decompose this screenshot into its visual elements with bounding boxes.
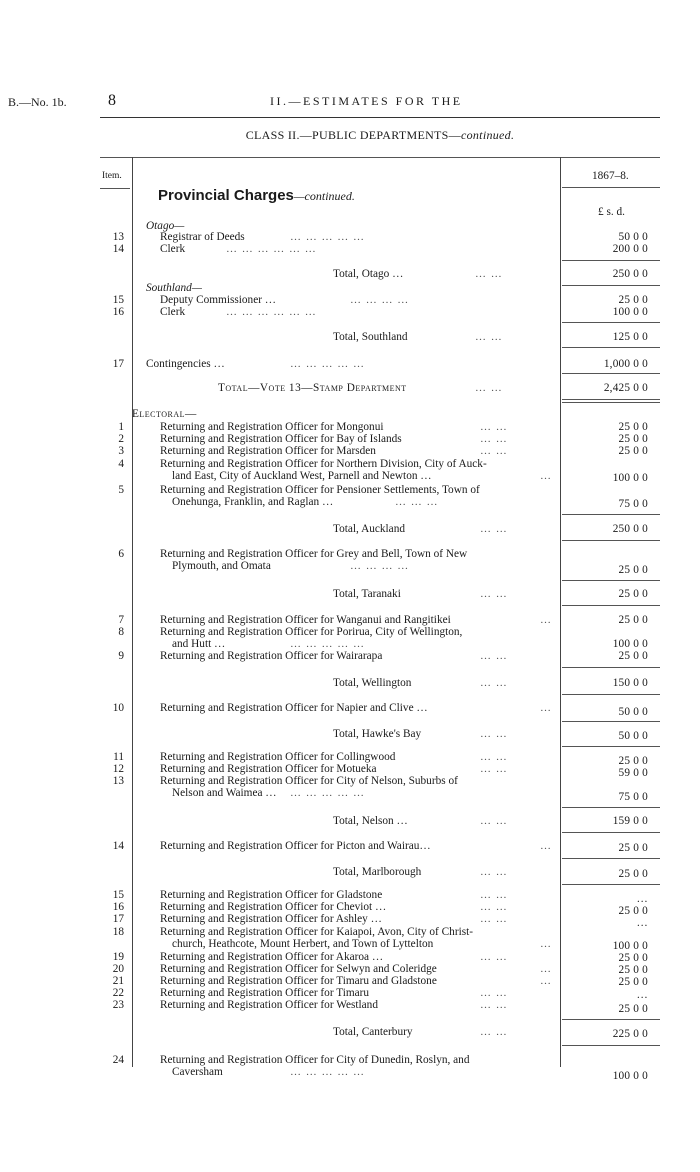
total-rule [562,605,660,606]
leader-dots: … … [480,866,508,878]
item-number: 14 [112,243,124,255]
item-column-rule [132,157,133,1067]
running-header [8,92,658,112]
total-label: Total, Hawke's Bay [333,728,422,740]
item-number: 3 [118,445,124,457]
total-label: Total, Nelson … [333,815,408,827]
item-number: 9 [118,650,124,662]
leader-dots: … … … … … [290,358,365,370]
item-text-continued: Nelson and Waimea … [172,787,277,799]
item-number: 8 [118,626,124,638]
item-amount: 25 0 0 [618,755,648,767]
item-header-rule [100,188,130,189]
subtotal-rule [562,260,660,261]
item-number: 4 [118,458,124,470]
subtotal-rule [562,322,660,323]
item-amount: 50 0 0 [618,231,648,243]
total-rule [562,746,660,747]
item-number: 11 [113,751,124,763]
item-text: Returning and Registration Officer for Wairarapa [160,650,383,662]
total-rule [562,694,660,695]
subtotal-rule [562,667,660,668]
item-text: Returning and Registration Officer for Northern Division, City of Auck- [160,458,487,470]
item-number: 5 [118,484,124,496]
leader-dots: … [540,840,552,852]
subtotal-rule [562,721,660,722]
item-text: Returning and Registration Officer for Collingwood [160,751,396,763]
item-text-continued: church, Heathcote, Mount Herbert, and Town of Lyttelton [172,938,434,950]
item-text-continued: land East, City of Auckland West, Parnell and Newton … [172,470,432,482]
vote-total-label: Total—Vote 13—Stamp Department [218,382,407,394]
item-text: Contingencies … [146,358,225,370]
total-rule [562,1045,660,1046]
item-amount: 25 0 0 [618,564,648,576]
item-text: Registrar of Deeds [160,231,245,243]
total-rule [562,399,660,400]
item-text: Returning and Registration Officer for Ashley … [160,913,382,925]
class-title: CLASS II.—PUBLIC DEPARTMENTS—continued. [245,128,515,142]
total-amount: 159 0 0 [612,815,648,827]
leader-dots: … … [480,889,508,901]
item-text: Returning and Registration Officer for Timaru [160,987,370,999]
item-amount: 100 0 0 [612,638,648,650]
item-text-continued: Plymouth, and Omata [172,560,271,572]
item-number: 24 [112,1054,124,1066]
province-heading: Southland— [146,282,202,294]
item-number: 13 [112,775,124,787]
subtotal-rule [562,807,660,808]
item-text: Clerk [160,306,186,318]
leader-dots: … … [480,999,508,1011]
item-text-continued: Caversham [172,1066,223,1078]
item-amount: 25 0 0 [618,433,648,445]
total-rule [562,540,660,541]
item-text: Returning and Registration Officer for City of Dunedin, Roslyn, and [160,1054,470,1066]
subtotal-rule [562,580,660,581]
leader-dots: … … … … [350,294,410,306]
leader-dots: … … [480,751,508,763]
total-amount: 250 0 0 [612,523,648,535]
item-text: Returning and Registration Officer for Timaru and Gladstone [160,975,437,987]
year-column-header: 1867–8. [592,170,629,182]
leader-dots: … [540,963,552,975]
section-subheading: Electoral— [132,408,197,420]
item-amount: … [636,893,648,905]
item-text: Returning and Registration Officer for Pensioner Settlements, Town of [160,484,480,496]
item-text: Returning and Registration Officer for Westland [160,999,378,1011]
leader-dots: … [540,702,552,714]
document-reference: B.—No. 1b. [8,95,67,109]
item-amount: 25 0 0 [618,952,648,964]
leader-dots: … [540,614,552,626]
item-number: 19 [112,951,124,963]
leader-dots: … [540,470,552,482]
item-text: Returning and Registration Officer for Picton and Wairau… [160,840,431,852]
item-number: 1 [118,421,124,433]
leader-dots: … … … … … … [226,243,317,255]
item-number: 18 [112,926,124,938]
leader-dots: … [540,975,552,987]
leader-dots: … … … … … … [226,306,317,318]
item-amount: 50 0 0 [618,706,648,718]
item-number: 7 [118,614,124,626]
total-amount: 150 0 0 [612,677,648,689]
leader-dots: … … [480,677,508,689]
total-rule-double [562,402,660,403]
leader-dots: … … [480,588,508,600]
item-amount: 25 0 0 [618,421,648,433]
item-number: 15 [112,889,124,901]
leader-dots: … … [480,728,508,740]
item-text-continued: Onehunga, Franklin, and Raglan … [172,496,334,508]
leader-dots: … … [480,987,508,999]
total-amount: 25 0 0 [618,588,648,600]
subtotal-rule [562,1019,660,1020]
item-text: Returning and Registration Officer for Akaroa … [160,951,384,963]
leader-dots: … … [480,433,508,445]
item-text: Returning and Registration Officer for Bay of Islands [160,433,402,445]
total-rule [562,347,660,348]
item-text: Deputy Commissioner … [160,294,277,306]
item-amount: 100 0 0 [612,1070,648,1082]
item-number: 15 [112,294,124,306]
item-amount: 100 0 0 [612,472,648,484]
leader-dots: … … … … … [290,231,365,243]
item-amount: 75 0 0 [618,498,648,510]
item-amount: 25 0 0 [618,1003,648,1015]
leader-dots: … … [480,913,508,925]
item-text: Returning and Registration Officer for Kaiapoi, Avon, City of Christ- [160,926,474,938]
item-text: Returning and Registration Officer for Marsden [160,445,376,457]
item-amount: 100 0 0 [612,940,648,952]
total-amount: 125 0 0 [612,331,648,343]
leader-dots: … … [480,1026,508,1038]
item-amount: 25 0 0 [618,650,648,662]
amount-column-rule [560,157,561,1067]
item-number: 16 [112,901,124,913]
item-number: 22 [112,987,124,999]
year-header-rule [562,187,660,188]
leader-dots: … … … … … [290,638,365,650]
leader-dots: … … … … … [290,1066,365,1078]
subtotal-rule [562,514,660,515]
item-amount: 1,000 0 0 [603,358,648,370]
currency-header: £ s. d. [598,206,625,218]
leader-dots: … … [475,268,503,280]
total-label: Total, Taranaki [333,588,401,600]
leader-dots: … … … … … [290,787,365,799]
item-amount: … [636,917,648,929]
item-number: 17 [112,913,124,925]
header-rule [100,117,660,118]
item-amount: 25 0 0 [618,614,648,626]
leader-dots: … … [480,445,508,457]
item-text: Returning and Registration Officer for Napier and Clive … [160,702,428,714]
item-text: Returning and Registration Officer for Gladstone [160,889,383,901]
item-number: 13 [112,231,124,243]
total-amount: 25 0 0 [618,868,648,880]
page-number: 8 [108,92,116,109]
leader-dots: … … [480,650,508,662]
item-text-continued: and Hutt … [172,638,226,650]
item-text: Returning and Registration Officer for Grey and Bell, Town of New [160,548,468,560]
leader-dots: … … [480,901,508,913]
subtotal-rule [562,373,660,374]
item-amount: 100 0 0 [612,306,648,318]
table-top-rule [100,157,660,158]
item-number: 20 [112,963,124,975]
item-amount: 25 0 0 [618,294,648,306]
item-number: 17 [112,358,124,370]
page-title: II.—ESTIMATES FOR THE [270,94,463,108]
leader-dots: … … [480,523,508,535]
item-amount: 75 0 0 [618,791,648,803]
leader-dots: … … [475,331,503,343]
item-amount: 200 0 0 [612,243,648,255]
item-column-header: Item. [102,171,122,181]
subtotal-rule [562,858,660,859]
item-text: Returning and Registration Officer for Porirua, City of Wellington, [160,626,463,638]
item-amount: 25 0 0 [618,842,648,854]
province-heading: Otago— [146,220,185,232]
total-label: Total, Marlborough [333,866,422,878]
item-amount: … [636,989,648,1001]
item-amount: 25 0 0 [618,905,648,917]
total-label: Total, Otago … [333,268,404,280]
total-label: Total, Auckland [333,523,405,535]
total-amount: 250 0 0 [612,268,648,280]
vote-total-amount: 2,425 0 0 [603,382,648,394]
total-rule [562,832,660,833]
item-text: Returning and Registration Officer for Cheviot … [160,901,387,913]
leader-dots: … … [480,951,508,963]
section-title: Provincial Charges—continued. [158,187,355,204]
item-amount: 59 0 0 [618,767,648,779]
item-number: 21 [112,975,124,987]
item-number: 10 [112,702,124,714]
total-amount: 225 0 0 [612,1028,648,1040]
item-amount: 25 0 0 [618,964,648,976]
item-text: Returning and Registration Officer for Wanganui and Rangitikei [160,614,451,626]
leader-dots: … [540,938,552,950]
leader-dots: … … [475,382,503,394]
item-text: Clerk [160,243,186,255]
total-rule [562,285,660,286]
leader-dots: … … … [395,496,439,508]
leader-dots: … … … … [350,560,410,572]
item-text: Returning and Registration Officer for Motueka [160,763,377,775]
total-rule [562,884,660,885]
item-text: Returning and Registration Officer for Selwyn and Coleridge [160,963,437,975]
item-text: Returning and Registration Officer for City of Nelson, Suburbs of [160,775,458,787]
total-label: Total, Canterbury [333,1026,413,1038]
leader-dots: … … [480,421,508,433]
item-number: 16 [112,306,124,318]
item-number: 14 [112,840,124,852]
leader-dots: … … [480,815,508,827]
item-text: Returning and Registration Officer for Mongonui [160,421,384,433]
leader-dots: … … [480,763,508,775]
total-label: Total, Wellington [333,677,412,689]
item-amount: 25 0 0 [618,976,648,988]
item-amount: 25 0 0 [618,445,648,457]
item-number: 6 [118,548,124,560]
item-number: 23 [112,999,124,1011]
item-number: 12 [112,763,124,775]
total-amount: 50 0 0 [618,730,648,742]
item-number: 2 [118,433,124,445]
total-label: Total, Southland [333,331,408,343]
